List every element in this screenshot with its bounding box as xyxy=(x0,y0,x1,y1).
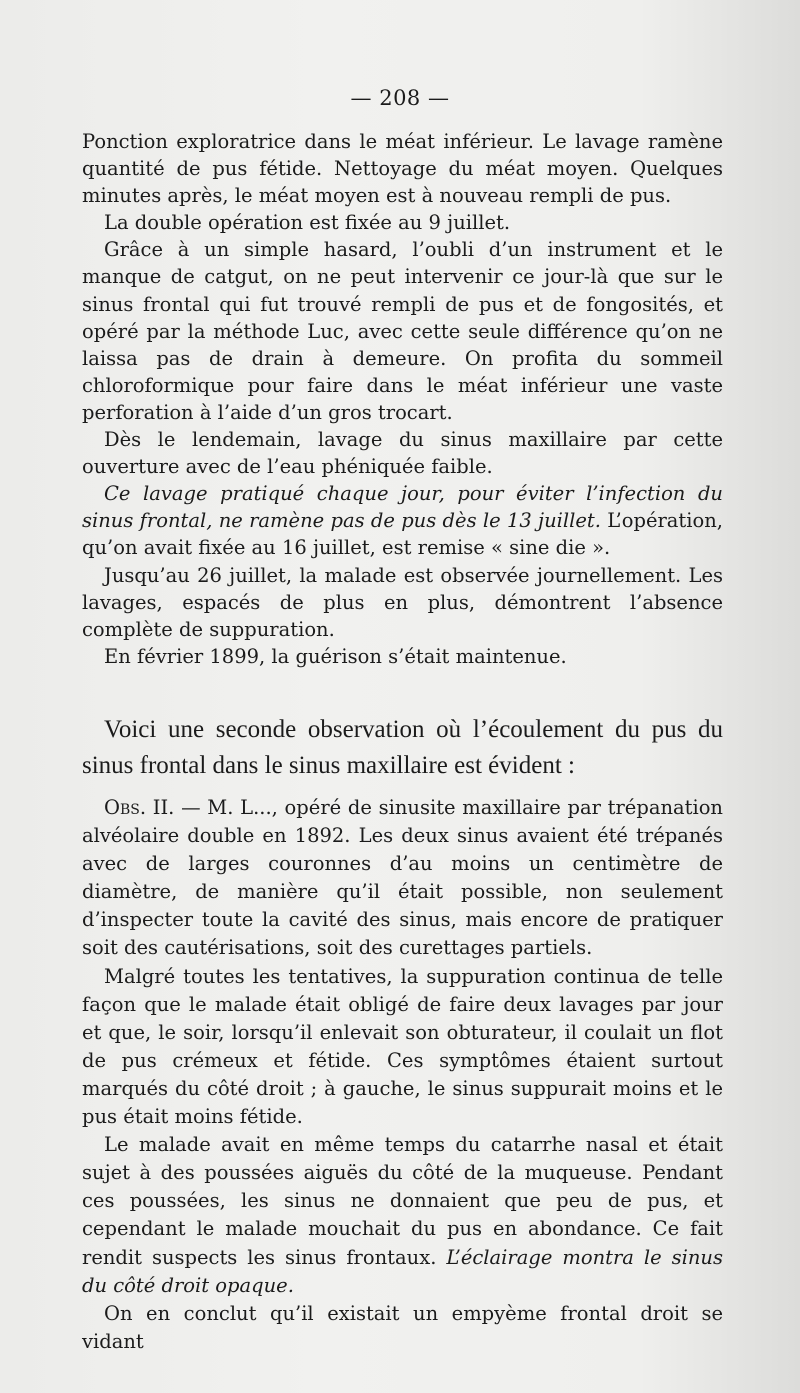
paragraph-puncture: Ponction exploratrice dans le méat inférieur. Le lavage ramène quantité de pus fétide. Nettoyage du méat moyen. Quelques minutes après, le méat moyen est à nouveau rempli de pus. xyxy=(82,130,723,208)
obs-label: Obs. II. xyxy=(104,796,175,819)
paragraph-catarrh xyxy=(82,1131,723,1300)
daily-lavage-rest: L’opération, qu’on avait fixée au 16 juillet, est remise « sine die ». xyxy=(82,509,724,560)
observation-two xyxy=(82,794,723,1356)
paragraph-suppuration: Malgré toutes les tentatives, la suppuration continua de telle façon que le malade était obligé de faire deux lavages par jour et que, le soir, lorsqu’il enlevait son obturateur, il coulait un flot de pus crémeux et fétide. Ces symptômes étaient surtout marqués du côté droit ; à gauche, le sinus suppurait moins et le pus était moins fétide. xyxy=(82,964,723,1129)
paragraph-conclusion: On en conclut qu’il existait un empyème frontal droit se vidant xyxy=(82,1301,723,1353)
paragraph-next-day-lavage: Dès le lendemain, lavage du sinus maxillaire par cette ouverture avec de l’eau phéniquée faible. xyxy=(82,428,723,479)
paragraph-daily-lavage xyxy=(82,480,723,561)
paragraph-luc-method: Grâce à un simple hasard, l’oubli d’un instrument et le manque de catgut, on ne peut intervenir ce jour-là que sur le sinus frontal qui fut trouvé rempli de pus et de fongosités, et opéré par la méthode Luc, avec cette seule différence qu’on ne laissa pas de drain à demeure. On profita du sommeil chloroformique pour faire dans le méat inférieur une vaste perforation à l’aide d’un gros trocart. xyxy=(82,238,723,424)
illumination-italic: L’éclairage montra le sinus du côté droit opaque. xyxy=(82,1245,723,1297)
paragraph-february-outcome: En février 1899, la guérison s’était maintenue. xyxy=(104,644,567,668)
paragraph-operation-date: La double opération est fixée au 9 juillet. xyxy=(104,211,511,235)
page-number: — 208 — xyxy=(350,86,450,110)
paragraph-obs-header xyxy=(82,794,723,963)
daily-lavage-italic: Ce lavage pratiqué chaque jour, pour éviter l’infection du sinus frontal, ne ramène pas de pus dès le 13 juillet. xyxy=(82,482,723,533)
paragraph-observation-period: Jusqu’au 26 juillet, la malade est observée journellement. Les lavages, espacés de plus en plus, démontrent l’absence complète de suppuration. xyxy=(82,563,723,641)
catarrh-text: Le malade avait en même temps du catarrhe nasal et était sujet à des poussées aiguës du côté de la muqueuse. Pendant ces poussées, les sinus ne donnaient que peu de pus, et cependant le malade mouchait du pus en abondance. Ce fait rendit suspects les sinus frontaux. xyxy=(82,1133,723,1269)
case-continuation xyxy=(82,128,723,670)
second-observation-intro: Voici une seconde observation où l’écoulement du pus du sinus frontal dans le sinus maxillaire est évident : xyxy=(82,716,723,779)
obs-intro-text: — M. L..., opéré de sinusite maxillaire par trépanation alvéolaire double en 1892. Les deux sinus avaient été trépanés avec de larges couronnes d’au moins un centimètre de diamètre, de manière qu’il était possible, non seulement d’inspecter toute la cavité des sinus, mais encore de pratiquer soit des cautérisations, soit des curettages partiels. xyxy=(82,796,723,960)
